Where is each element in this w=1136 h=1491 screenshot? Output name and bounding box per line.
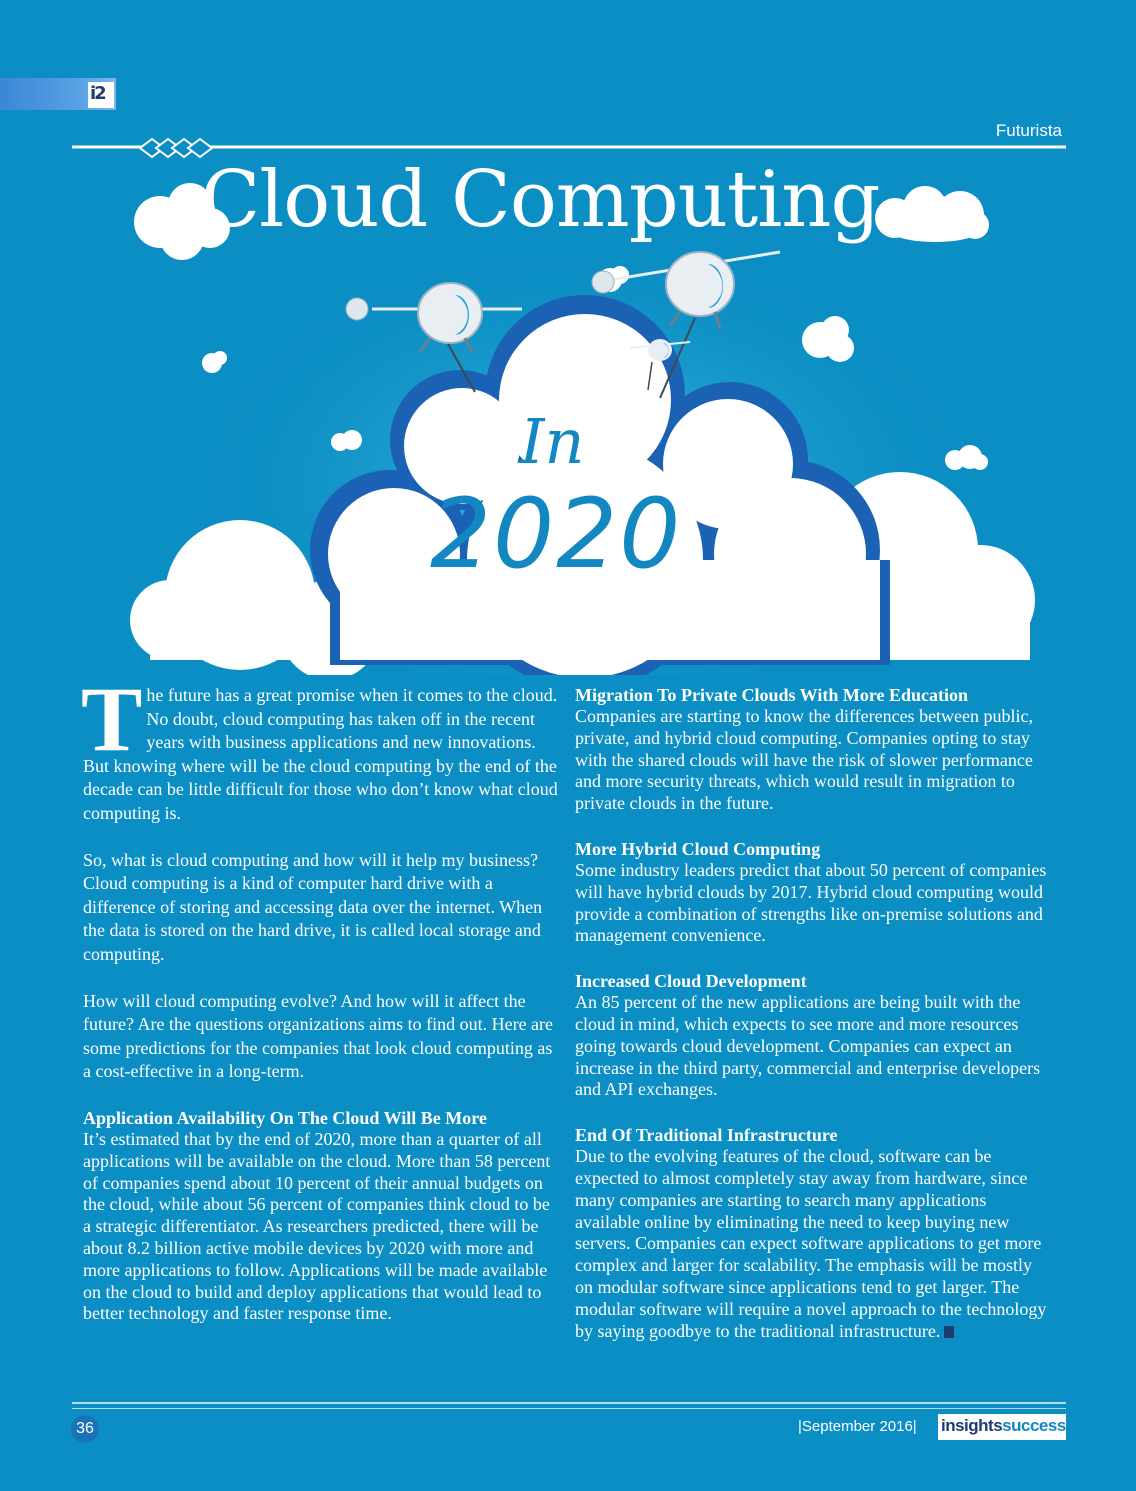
article-section [575,684,1051,815]
end-mark-icon [944,1326,954,1338]
section-heading: Application Availability On The Cloud Will Be More [83,1108,487,1128]
page-title: Cloud Computing [200,155,880,245]
section-label: Futurista [995,121,1062,140]
article-column-left [81,668,559,1348]
article-section [575,838,1051,947]
issue-date: |September 2016| [798,1418,917,1435]
page-number: 36 [71,1415,99,1443]
article-section [575,970,1051,1101]
article-section [83,1107,559,1325]
intro-paragraph: The future has a great promise when it comes to the cloud. No doubt, cloud computing has taken off in the recent years with business applications and new innovations. But knowing where will be the cloud computing by the end of the decade can be little difficult for those who don’t know what cloud computing is. [81,668,558,823]
article-column-right [575,684,1051,1365]
section-body: It’s estimated that by the end of 2020, more than a quarter of all applications will be available on the cloud. More than 58 percent of companies spend about 10 percent of their annual budgets on the cloud, while about 56 percent of companies think cloud to be a strategic differentiator. As researchers predicted, there will be about 8.2 billion active mobile devices by 2020 with more and more applications to follow. Applications will be made available on the cloud to build and deploy applications that would lead to better technology and faster response time. [83,1129,551,1324]
footer-divider [72,1408,1066,1409]
section-heading: More Hybrid Cloud Computing [575,838,821,859]
section-heading: Increased Cloud Development [575,971,807,992]
brand-logo: insightssuccess [938,1414,1066,1440]
section-body: Due to the evolving features of the cloud, software can be expected to almost completely stay away from hardware, since many companies are starting to search many applications available online by eliminating the need to keep buying new servers. Companies can expect software applications to get more complex and larger for scalability. The emphasis will be mostly on modular software since applications tend to get larger. The modular software will require a novel approach to the technology by saying goodbye to the traditional infrastructure. [575,1146,1047,1341]
section-body: An 85 percent of the new applications are being built with the cloud in mind, which expects to see more and more resources going towards cloud development. Companies can expect an increase in the third party, commercial and enterprise developers and API exchanges. [575,992,1041,1100]
section-body: Companies are starting to know the differences between public, private, and hybrid cloud computing. Companies opting to stay with the shared clouds will have the risk of slower performance and more security threats, which would result in migration to private clouds in the future. [575,706,1034,814]
article-section [575,1124,1051,1342]
section-heading: End Of Traditional Infrastructure [575,1125,838,1146]
cloud-year: 2020 [430,478,683,590]
drop-cap: T [81,668,143,770]
footer-divider [72,1402,1066,1404]
magazine-logo: i2 [88,82,114,108]
paragraph: So, what is cloud computing and how will it help my business? Cloud computing is a kind of computer hard drive with a difference of storing and accessing data over the internet. When the data is stored on the hard drive, it is called local storage and computing. [83,849,543,964]
cloud-word: In [520,405,585,478]
paragraph: How will cloud computing evolve? And how will it affect the future? Are the questions organizations aims to find out. Here are some predictions for the companies that look cloud computing as a cost-effective in a long-term. [83,990,554,1081]
section-heading: Migration To Private Clouds With More Education [575,685,969,705]
section-body: Some industry leaders predict that about 50 percent of companies will have hybrid clouds by 2017. Hybrid cloud computing would provide a combination of strengths like on-premise solutions and management convenience. [575,859,1047,946]
